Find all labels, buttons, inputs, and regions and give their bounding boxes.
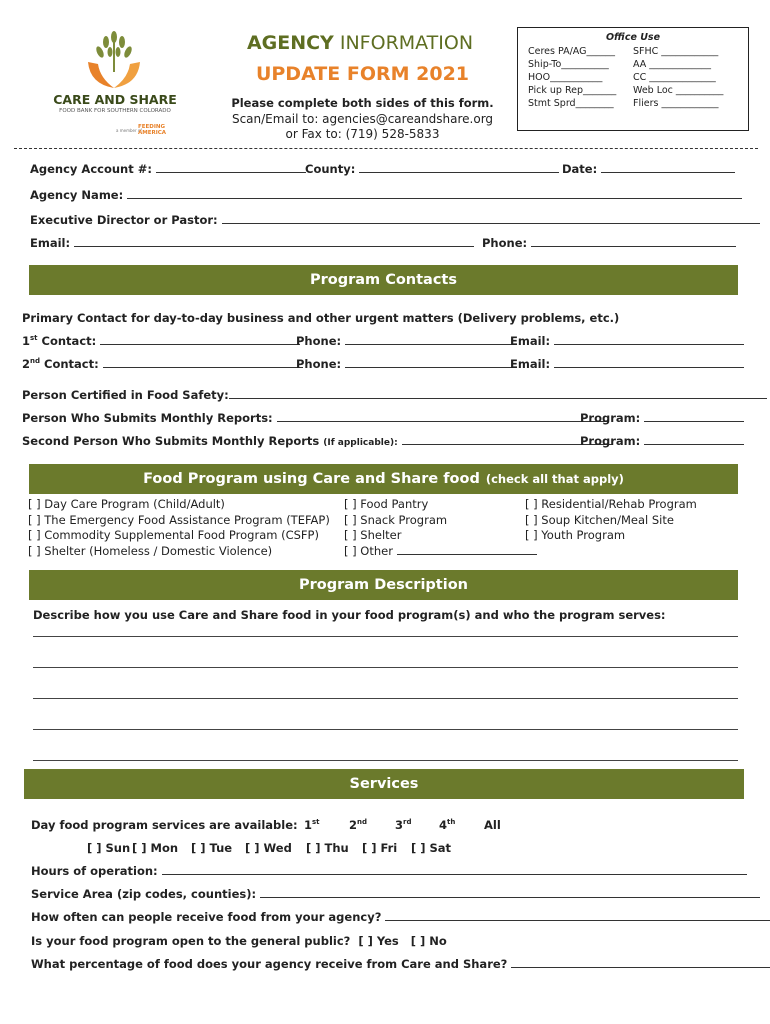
food-program-col2 — [344, 497, 537, 559]
second-contact-line[interactable] — [103, 357, 303, 368]
director-label: Executive Director or Pastor: — [30, 213, 218, 227]
first-contact-phone-field[interactable] — [296, 334, 513, 348]
service-area-label: Service Area (zip codes, counties): — [31, 887, 257, 901]
second-contact-email-field[interactable] — [510, 357, 744, 371]
agency-email-label: Email: — [30, 236, 71, 250]
percentage-line[interactable] — [511, 957, 770, 968]
checkbox-wed[interactable]: [ ] Wed — [245, 841, 292, 855]
date-field[interactable] — [562, 162, 735, 176]
first-phone-label: Phone: — [296, 334, 342, 348]
week-4-num: 4 — [439, 818, 448, 832]
week-4-sup: th — [447, 818, 456, 827]
second-contact-field[interactable] — [22, 357, 303, 371]
week-1st[interactable] — [304, 818, 320, 832]
how-often-line[interactable] — [385, 910, 770, 921]
logo — [50, 28, 180, 138]
monthly-reports-label: Person Who Submits Monthly Reports: — [22, 411, 273, 425]
services-heading: Services — [24, 769, 744, 799]
feeding-america-logo: FEEDING AMERICA — [138, 124, 167, 136]
first-email-label: Email: — [510, 334, 551, 348]
wheat-hands-icon — [50, 28, 180, 92]
instruction-text: Please complete both sides of this form. — [231, 96, 494, 110]
office-webloc: Web Loc __________ — [633, 85, 724, 96]
agency-name-line[interactable] — [127, 188, 742, 199]
food-safety-label: Person Certified in Food Safety: — [22, 388, 229, 402]
checkbox-other-label: [ ] Other — [344, 543, 393, 558]
checkbox-csfp[interactable]: [ ] Commodity Supplemental Food Program (CSFP) — [28, 528, 319, 542]
agency-phone-line[interactable] — [531, 236, 736, 247]
week-2nd[interactable] — [349, 818, 367, 832]
second-monthly-field[interactable] — [22, 434, 612, 448]
checkbox-yes[interactable]: [ ] Yes — [358, 934, 399, 948]
service-area-field[interactable] — [31, 887, 760, 901]
director-line[interactable] — [222, 213, 760, 224]
agency-name-label: Agency Name: — [30, 188, 124, 202]
checkbox-tue[interactable]: [ ] Tue — [191, 841, 233, 855]
office-fliers-label: Fliers — [633, 98, 659, 109]
checkbox-food-pantry[interactable]: [ ] Food Pantry — [344, 497, 429, 511]
checkbox-sun[interactable]: [ ] Sun — [87, 841, 131, 855]
director-field[interactable] — [30, 213, 760, 227]
second-email-line[interactable] — [554, 357, 744, 368]
office-aa: AA _____________ — [633, 59, 712, 70]
office-ceres-label: Ceres PA/AG — [528, 46, 587, 57]
first-contact-email-field[interactable] — [510, 334, 744, 348]
office-sfhc: SFHC ____________ — [633, 46, 719, 57]
office-pickup-label: Pick up Rep — [528, 85, 584, 96]
checkbox-snack-program[interactable]: [ ] Snack Program — [344, 512, 448, 527]
days-available-label: Day food program services are available: — [31, 818, 298, 832]
logo-member: a member of — [116, 128, 142, 133]
office-cc: CC ______________ — [633, 72, 716, 83]
hours-label: Hours of operation: — [31, 864, 158, 878]
week-3-num: 3 — [395, 818, 404, 832]
monthly-program-field[interactable] — [580, 411, 744, 425]
agency-email-field[interactable] — [30, 236, 474, 250]
program-contacts-heading: Program Contacts — [29, 265, 738, 295]
first-contact-line[interactable] — [100, 334, 300, 345]
percentage-label: What percentage of food does your agency receive from Care and Share? — [31, 957, 508, 971]
county-line[interactable] — [359, 162, 559, 173]
other-line[interactable] — [397, 544, 537, 555]
second-monthly-label: Second Person Who Submits Monthly Reports — [22, 434, 320, 448]
second-program-line[interactable] — [644, 434, 744, 445]
week-2-num: 2 — [349, 818, 358, 832]
office-shipto-label: Ship-To — [528, 59, 562, 70]
second-email-label: Email: — [510, 357, 551, 371]
office-sfhc-label: SFHC — [633, 46, 659, 57]
checkbox-shelter[interactable]: [ ] Shelter — [344, 528, 402, 542]
first-contact-field[interactable] — [22, 334, 300, 348]
office-aa-label: AA — [633, 59, 647, 70]
office-pickup: Pick up Rep_______ — [528, 85, 617, 96]
checkbox-residential[interactable]: [ ] Residential/Rehab Program — [525, 497, 697, 511]
office-use-title: Office Use — [605, 32, 661, 43]
first-contact-sup: st — [30, 334, 38, 343]
checkbox-no[interactable]: [ ] No — [410, 934, 447, 948]
first-contact-label: Contact: — [37, 334, 97, 348]
week-4th[interactable] — [439, 818, 455, 832]
checkbox-youth-program[interactable]: [ ] Youth Program — [525, 528, 626, 542]
food-safety-line[interactable] — [229, 388, 767, 399]
checkbox-soup-kitchen[interactable]: [ ] Soup Kitchen/Meal Site — [525, 512, 674, 527]
description-line-3[interactable] — [33, 698, 738, 699]
week-1-num: 1 — [304, 818, 313, 832]
office-stmt-label: Stmt Sprd — [528, 98, 576, 109]
office-stmt: Stmt Sprd________ — [528, 98, 614, 109]
checkbox-other[interactable] — [344, 544, 537, 560]
food-program-heading-text: Food Program using Care and Share food — [143, 471, 480, 487]
second-program-label: Program: — [580, 434, 641, 448]
open-public-field — [31, 934, 447, 948]
title-information: INFORMATION — [333, 32, 474, 54]
program-description-heading: Program Description — [29, 570, 738, 600]
agency-account-line[interactable] — [156, 162, 306, 173]
logo-subtitle: FOOD BANK FOR SOUTHERN COLORADO — [59, 108, 171, 114]
description-line-5[interactable] — [33, 760, 738, 761]
hours-line[interactable] — [162, 864, 747, 875]
second-contact-sup: nd — [30, 357, 41, 366]
title-form-year: FORM 2021 — [340, 63, 470, 85]
how-often-label: How often can people receive food from your agency? — [31, 910, 382, 924]
office-ceres: Ceres PA/AG______ — [528, 46, 616, 57]
scan-email-text: Scan/Email to: agencies@careandshare.org — [231, 112, 494, 126]
description-line-1[interactable] — [33, 636, 738, 637]
checkbox-shelter-homeless[interactable]: [ ] Shelter (Homeless / Domestic Violence) — [28, 543, 273, 558]
office-use-box — [517, 27, 749, 131]
checkbox-tefap[interactable]: [ ] The Emergency Food Assistance Program (TEFAP) — [28, 512, 330, 527]
office-cc-label: CC — [633, 72, 647, 83]
agency-email-line[interactable] — [74, 236, 474, 247]
food-program-heading-note: (check all that apply) — [485, 472, 624, 486]
monthly-reports-line[interactable] — [277, 411, 609, 422]
food-program-col3 — [525, 497, 697, 544]
monthly-reports-field[interactable] — [22, 411, 609, 425]
monthly-program-label: Program: — [580, 411, 641, 425]
form-subtitle — [215, 63, 510, 85]
agency-phone-label: Phone: — [482, 236, 528, 250]
description-prompt: Describe how you use Care and Share food in your food program(s) and who the program serves: — [33, 608, 666, 622]
second-program-field[interactable] — [580, 434, 744, 448]
date-label: Date: — [562, 162, 598, 176]
fax-text: or Fax to: (719) 528-5833 — [285, 127, 440, 141]
description-line-2[interactable] — [33, 667, 738, 668]
office-shipto: Ship-To__________ — [528, 59, 609, 70]
checkbox-sat[interactable]: [ ] Sat — [411, 841, 452, 855]
checkbox-day-care[interactable]: [ ] Day Care Program (Child/Adult) — [28, 497, 225, 511]
description-line-4[interactable] — [33, 729, 738, 730]
office-hoo-label: HOO — [528, 72, 551, 83]
logo-name: CARE AND SHARE — [53, 92, 177, 107]
title-agency: AGENCY — [246, 32, 334, 54]
agency-phone-field[interactable] — [482, 236, 736, 250]
open-public-label: Is your food program open to the general public? — [31, 934, 351, 948]
agency-name-field[interactable] — [30, 188, 742, 202]
title-update: UPDATE — [255, 63, 341, 85]
agency-account-field[interactable] — [30, 162, 306, 176]
county-label: County: — [305, 162, 356, 176]
second-phone-line[interactable] — [345, 357, 513, 368]
food-program-heading — [29, 464, 738, 494]
second-contact-label: Contact: — [40, 357, 99, 371]
week-all[interactable]: All — [484, 818, 501, 832]
first-email-line[interactable] — [554, 334, 744, 345]
second-phone-label: Phone: — [296, 357, 342, 371]
monthly-program-line[interactable] — [644, 411, 744, 422]
office-webloc-label: Web Loc — [633, 85, 673, 96]
how-often-field[interactable] — [31, 910, 770, 924]
checkbox-fri[interactable]: [ ] Fri — [362, 841, 398, 855]
office-fliers: Fliers ____________ — [633, 98, 719, 109]
date-line[interactable] — [601, 162, 735, 173]
week-2-sup: nd — [357, 818, 368, 827]
first-phone-line[interactable] — [345, 334, 513, 345]
week-3rd[interactable] — [395, 818, 411, 832]
dashed-divider — [14, 148, 758, 149]
hours-field[interactable] — [31, 864, 747, 878]
primary-contact-text: Primary Contact for day-to-day business and other urgent matters (Delivery problems, etc.) — [22, 311, 620, 325]
county-field[interactable] — [305, 162, 559, 176]
second-contact-num: 2 — [22, 357, 31, 371]
percentage-field[interactable] — [31, 957, 770, 971]
if-applicable-label: (If applicable): — [323, 438, 398, 448]
agency-account-label: Agency Account #: — [30, 162, 152, 176]
food-program-col1 — [28, 497, 330, 559]
office-hoo: HOO___________ — [528, 72, 603, 83]
second-contact-phone-field[interactable] — [296, 357, 513, 371]
week-3-sup: rd — [403, 818, 412, 827]
form-title — [215, 32, 505, 54]
checkbox-thu[interactable]: [ ] Thu — [306, 841, 349, 855]
first-contact-num: 1 — [22, 334, 31, 348]
week-1-sup: st — [312, 818, 320, 827]
service-area-line[interactable] — [260, 887, 760, 898]
checkbox-mon[interactable]: [ ] Mon — [132, 841, 179, 855]
food-safety-field[interactable] — [22, 388, 767, 402]
